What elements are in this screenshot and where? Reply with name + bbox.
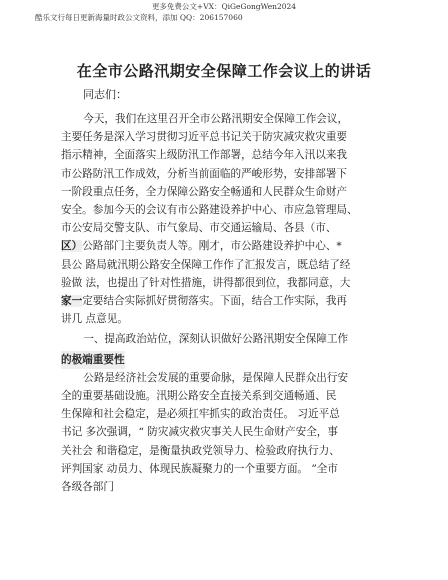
text-line: 各级各部门 bbox=[61, 481, 114, 494]
heading-line: 一、提高政治站位，深刻认识做好公路汛期安全保障工作 bbox=[83, 333, 349, 346]
document-title: 在全市公路汛期安全保障工作会议上的讲话 bbox=[76, 62, 372, 80]
section-heading-1 bbox=[61, 330, 391, 348]
text-line: 讲几 点意见。 bbox=[61, 313, 128, 326]
document-body bbox=[61, 110, 391, 496]
text-line bbox=[61, 237, 391, 255]
paragraph-intro-cont bbox=[61, 128, 391, 328]
text-line: 全的重要基础设施。汛期公路安全直接关系到交通畅通、民 bbox=[61, 390, 337, 403]
text-line: 生保障和社会稳定，是必须扛牢抓实的政治责任。 习近平总 bbox=[61, 408, 340, 421]
highlighted-text: 家一 bbox=[61, 295, 83, 308]
header-promo-line: 更多免费公文+VX：QiGeGongWen2024 bbox=[151, 2, 297, 11]
document-header bbox=[0, 0, 448, 26]
text-line: 验做 法，也提出了针对性措施，讲得都很到位，我都同意，大 bbox=[61, 276, 351, 289]
text-fragment: 定要结合实际抓好贯彻落实。下面，结合工作实际，我再 bbox=[82, 295, 348, 308]
text-line: 县公 路局就汛期公路安全保障工作作了汇报发言，既总结了经 bbox=[61, 258, 351, 271]
text-line: 一阶段重点任务，全力保障公路安全畅通和人民群众生命财产 bbox=[61, 185, 348, 198]
section-heading-1-cont bbox=[61, 351, 391, 369]
paragraph-2 bbox=[61, 369, 391, 387]
text-line: 公路是经济社会发展的重要命脉，是保障人民群众出行安 bbox=[83, 371, 349, 384]
paragraph-intro bbox=[61, 110, 391, 128]
header-contact-line: 酷乐文行每日更新海量时政公文资料，添加 QQ：206157060 bbox=[35, 13, 243, 22]
highlighted-text: 区） bbox=[61, 240, 83, 253]
heading-line-highlighted: 的极端重要性 bbox=[61, 351, 125, 369]
paragraph-2-cont bbox=[61, 387, 391, 496]
text-line: 市公路防汛工作成效，分析当前面临的严峻形势，安排部署下 bbox=[61, 167, 348, 180]
text-line: 安全。参加今天的会议有市公路建设养护中心、市应急管理局、 bbox=[61, 204, 358, 217]
text-fragment: 公路部门主要负责人等。刚才，市公路建设养护中心、* bbox=[82, 240, 342, 253]
salutation: 同志们： bbox=[83, 88, 127, 101]
text-line: 评判国家 动员力、体现民族凝聚力的一个重要方面。 ”全市 bbox=[61, 462, 338, 475]
text-line: 书记 多次强调，“ 防灾减灾救灾事关人民生命财产安全，事 bbox=[61, 426, 338, 439]
text-line: 指示精神，全面落实上级防汛工作部署，总结今年入汛以来我 bbox=[61, 149, 348, 162]
text-line: 今天，我们在这里召开全市公路汛期安全保障工作会议， bbox=[83, 113, 349, 125]
text-line: 主要任务是深入学习贯彻习近平总书记关于防灾减灾救灾重要 bbox=[61, 131, 348, 144]
text-line bbox=[61, 292, 391, 310]
text-line: 市公安局交警支队、市气象局、市交通运输局、各县（市、 bbox=[61, 222, 337, 235]
text-line: 关社会 和谐稳定，是衡量执政党领导力、检验政府执行力、 bbox=[61, 444, 340, 457]
